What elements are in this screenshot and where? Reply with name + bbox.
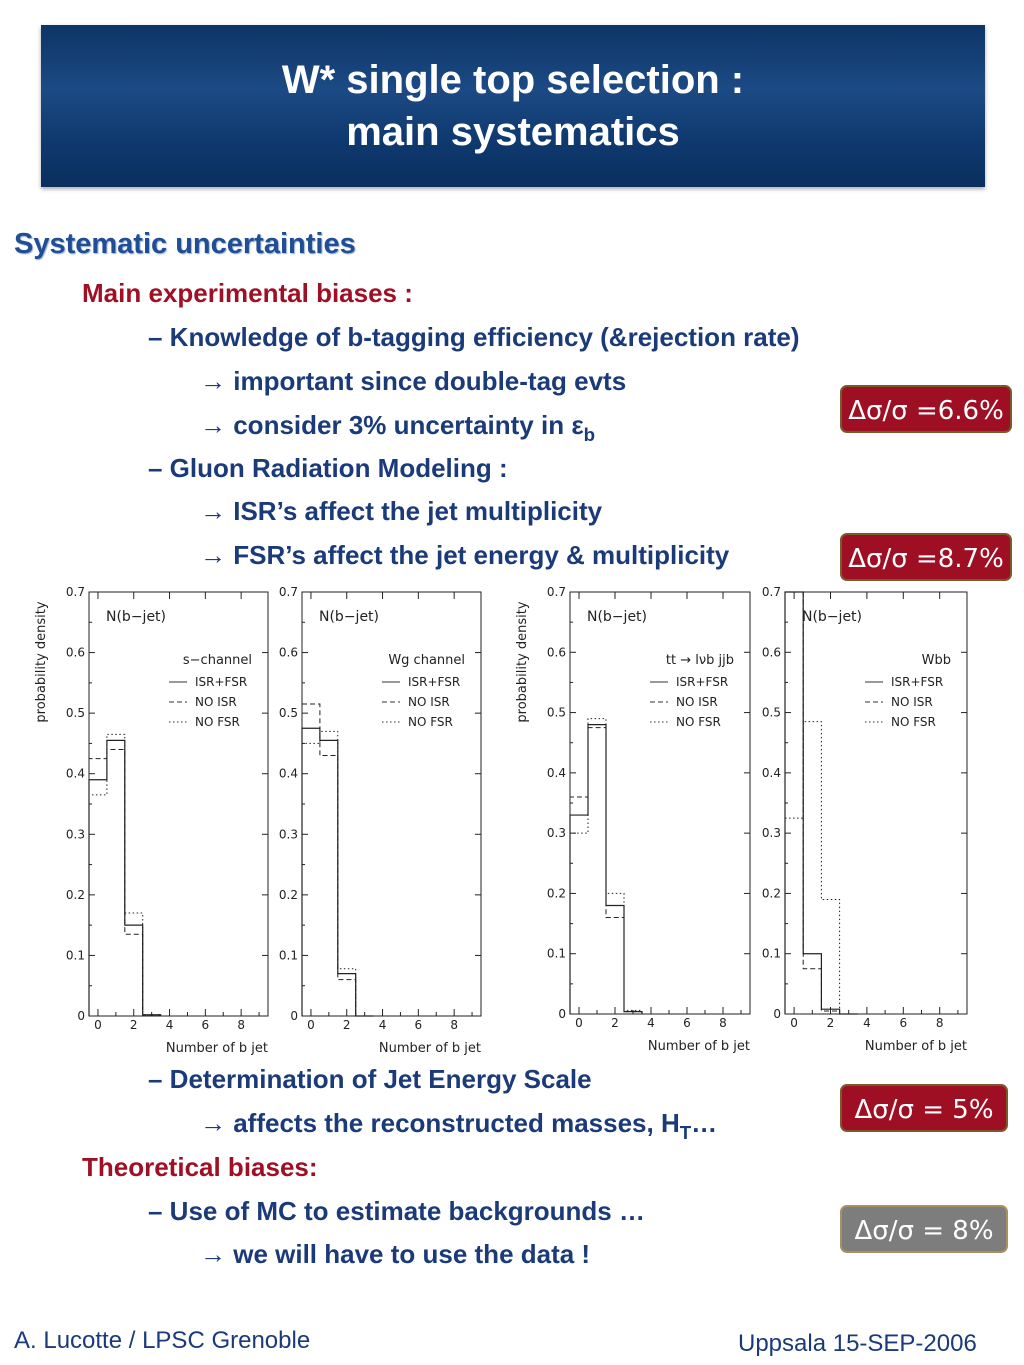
badge-btag-uncertainty: Δσ/σ =6.6% (840, 385, 1012, 433)
series-dashed (785, 592, 858, 1014)
x-tick-label: 4 (863, 1016, 871, 1030)
x-tick-label: 4 (378, 1018, 387, 1032)
series-solid (785, 592, 858, 1014)
y-tick-label: 0.7 (65, 585, 85, 599)
y-tick-label: 0.5 (65, 706, 85, 721)
x-tick-label: 0 (575, 1016, 583, 1030)
gluon-sub-1: → ISR’s affect the jet multiplicity (200, 496, 603, 526)
plot-frame (570, 592, 750, 1014)
y-tick-label: 0.7 (761, 585, 781, 599)
btag-sub-1: → important since double-tag evts (200, 366, 627, 396)
series-dotted (89, 734, 161, 1016)
jes-sub-1-subscript: T (679, 1121, 692, 1143)
legend-entry: ISR+FSR (408, 675, 461, 689)
jes-sub-1-text: → affects the reconstructed masses, H (200, 1108, 680, 1138)
process-label: s−channel (182, 653, 252, 668)
series-dotted (785, 722, 858, 1014)
process-label: Wbb (921, 653, 951, 668)
series-dotted (570, 719, 642, 1014)
y-tick-label: 0 (290, 1009, 298, 1023)
chart-title: N(b−jet) (106, 609, 167, 625)
plot-frame (89, 592, 268, 1016)
series-dashed (302, 704, 374, 1016)
x-tick-label: 0 (94, 1018, 102, 1032)
y-tick-label: 0.1 (65, 948, 85, 963)
y-tick-label: 0 (558, 1007, 566, 1021)
badge-jes-uncertainty: Δσ/σ = 5% (840, 1084, 1008, 1132)
chart-title: N(b−jet) (802, 609, 863, 625)
y-tick-label: 0.7 (546, 585, 566, 599)
x-tick-label: 0 (790, 1016, 798, 1030)
x-axis-label: Number of b jet (864, 1039, 967, 1054)
chart-title: N(b−jet) (587, 609, 648, 625)
title-banner (41, 25, 985, 187)
x-tick-label: 6 (683, 1016, 691, 1030)
y-tick-label: 0.1 (278, 948, 298, 963)
btag-sub-2-text: → consider 3% uncertainty in ε (200, 410, 584, 440)
y-axis-label: probability density (34, 601, 49, 723)
histogram-panel-4 (762, 585, 967, 1054)
badge-gluon-uncertainty: Δσ/σ =8.7% (840, 533, 1012, 581)
y-tick-label: 0.6 (65, 645, 85, 660)
legend-entry: NO FSR (676, 715, 721, 729)
footer-event: Uppsala 15-SEP-2006 (738, 1330, 977, 1357)
y-tick-label: 0.4 (761, 765, 781, 780)
y-tick-label: 0.6 (278, 645, 298, 660)
y-tick-label: 0.4 (278, 766, 298, 781)
legend-entry: NO ISR (676, 695, 718, 709)
legend-entry: NO ISR (891, 695, 933, 709)
y-tick-label: 0.1 (761, 946, 781, 961)
y-tick-label: 0.6 (546, 645, 566, 660)
y-tick-label: 0 (773, 1007, 781, 1021)
legend-entry: ISR+FSR (676, 675, 729, 689)
section-heading: Systematic uncertainties (14, 228, 356, 260)
histogram-panel-2 (279, 585, 481, 1056)
mc-sub-1: → we will have to use the data ! (200, 1239, 591, 1269)
legend-entry: NO FSR (408, 715, 453, 729)
btag-sub-2-subscript: b (583, 423, 596, 445)
x-axis-label: Number of b jet (165, 1041, 268, 1056)
slide-title-line-1: W* single top selection : (281, 58, 745, 102)
x-tick-label: 0 (307, 1018, 315, 1032)
legend-entry: NO FSR (195, 715, 240, 729)
jes-item: – Determination of Jet Energy Scale (148, 1064, 592, 1094)
gluon-sub-2: → FSR’s affect the jet energy & multiplicity (200, 540, 730, 570)
y-tick-label: 0 (77, 1009, 85, 1023)
slide-title-line-2: main systematics (346, 110, 680, 154)
jes-sub-1 (200, 1108, 718, 1143)
y-tick-label: 0.3 (65, 827, 85, 842)
legend-entry: NO FSR (891, 715, 936, 729)
x-tick-label: 2 (611, 1016, 619, 1030)
series-solid (570, 725, 642, 1014)
y-tick-label: 0.5 (761, 705, 781, 720)
btag-item: – Knowledge of b-tagging efficiency (&rejection rate) (148, 322, 800, 352)
y-tick-label: 0.1 (546, 946, 566, 961)
process-label: Wg channel (388, 653, 465, 668)
y-tick-label: 0.2 (278, 887, 298, 902)
histogram-panel-3 (515, 585, 750, 1054)
x-tick-label: 8 (450, 1018, 458, 1032)
plot-frame (785, 592, 967, 1014)
x-tick-label: 4 (647, 1016, 655, 1030)
x-tick-label: 6 (201, 1018, 210, 1032)
y-tick-label: 0.2 (761, 886, 781, 901)
y-tick-label: 0.3 (278, 827, 298, 842)
x-tick-label: 8 (237, 1018, 245, 1032)
y-tick-label: 0.6 (761, 645, 781, 660)
theoretical-heading: Theoretical biases: (82, 1152, 318, 1182)
y-axis-label: probability density (515, 601, 530, 723)
x-tick-label: 2 (342, 1018, 351, 1032)
jes-sub-1-suffix: … (691, 1108, 718, 1138)
plot-frame (302, 592, 481, 1016)
series-dashed (570, 728, 642, 1014)
y-tick-label: 0.2 (546, 886, 566, 901)
badge-mc-uncertainty: Δσ/σ = 8% (840, 1205, 1008, 1253)
series-dotted (302, 731, 374, 1016)
series-solid (302, 728, 374, 1016)
x-tick-label: 8 (935, 1016, 944, 1030)
y-tick-label: 0.4 (65, 766, 85, 781)
gluon-item: – Gluon Radiation Modeling : (148, 453, 508, 483)
y-tick-label: 0.3 (761, 826, 781, 841)
y-tick-label: 0.3 (546, 826, 566, 841)
y-tick-label: 0.5 (278, 706, 298, 721)
mc-item: – Use of MC to estimate backgrounds … (148, 1196, 645, 1226)
experimental-heading: Main experimental biases : (82, 278, 413, 308)
series-dashed (89, 749, 161, 1016)
x-tick-label: 6 (899, 1016, 908, 1030)
legend-entry: ISR+FSR (891, 675, 944, 689)
legend-entry: ISR+FSR (195, 675, 248, 689)
process-label: tt → lνb jjb (665, 653, 734, 668)
x-tick-label: 6 (414, 1018, 423, 1032)
x-tick-label: 4 (165, 1018, 174, 1032)
series-solid (89, 740, 161, 1016)
x-tick-label: 2 (826, 1016, 835, 1030)
y-tick-label: 0.5 (546, 705, 566, 720)
y-tick-label: 0.2 (65, 887, 85, 902)
legend-entry: NO ISR (195, 695, 237, 709)
y-tick-label: 0.7 (278, 585, 298, 599)
x-tick-label: 2 (129, 1018, 138, 1032)
footer-author: A. Lucotte / LPSC Grenoble (14, 1327, 311, 1354)
y-tick-label: 0.4 (546, 765, 566, 780)
legend-entry: NO ISR (408, 695, 450, 709)
histogram-panel-1 (34, 585, 268, 1056)
x-tick-label: 8 (719, 1016, 727, 1030)
x-axis-label: Number of b jet (647, 1039, 750, 1054)
chart-title: N(b−jet) (319, 609, 380, 625)
btag-sub-2 (200, 410, 596, 445)
x-axis-label: Number of b jet (378, 1041, 481, 1056)
